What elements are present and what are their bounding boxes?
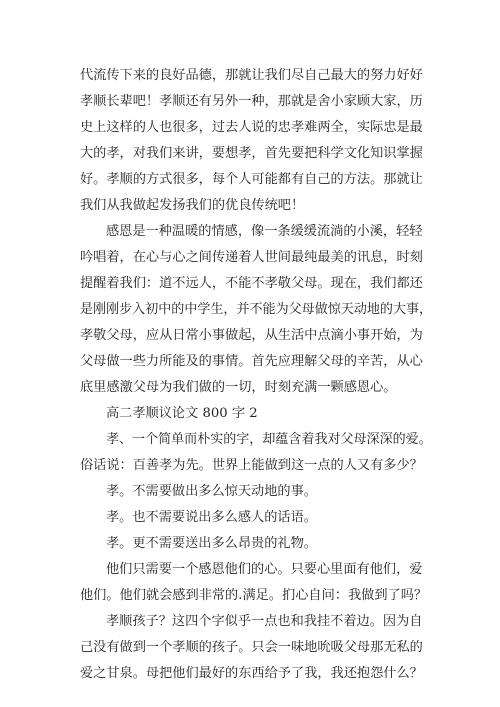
section-heading: 高二孝顺议论文 800 字 2 xyxy=(106,406,258,421)
paragraph-first-line: 孝。更不需要送出多么昂贵的礼物。 xyxy=(106,536,317,551)
text-line: 俗话说：百善孝为先。世界上能做到这一点的人又有多少？ xyxy=(80,458,423,473)
paragraph-first-line: 孝。不需要做出多么惊天动地的事。 xyxy=(106,484,317,499)
text-line: 好。孝顺的方式很多，每个人可能都有自己的方法。那就让 xyxy=(80,172,423,187)
paragraph-first-line: 感恩是一种温暖的情感，像一条缓缓流淌的小溪，轻轻 xyxy=(106,224,423,239)
paragraph-first-line: 他们只需要一个感恩他们的心。只要心里面有他们，爱 xyxy=(106,562,423,577)
paragraph-first-line: 孝。也不需要说出多么感人的话语。 xyxy=(106,510,317,525)
text-line: 我们从我做起发扬我们的优良传统吧！ xyxy=(80,198,305,213)
text-line: 底里感激父母为我们做的一切，时刻充满一颗感恩心。 xyxy=(80,380,397,395)
text-line: 提醒着我们：道不远人，不能不孝敬父母。现在，我们都还 xyxy=(80,276,423,291)
text-line: 大的孝，对我们来讲，要想孝，首先要把科学文化知识掌握 xyxy=(80,146,423,161)
text-line: 代流传下来的良好品德，那就让我们尽自己最大的努力好好 xyxy=(80,68,423,83)
paragraph-first-line: 孝顺孩子？这四个字似乎一点也和我挂不着边。因为自 xyxy=(106,614,423,629)
text-line: 他们。他们就会感到非常的.满足。扪心自问：我做到了吗？ xyxy=(80,588,428,603)
text-line: 吟唱着，在心与心之间传递着人世间最纯最美的讯息，时刻 xyxy=(80,250,423,265)
text-line: 是刚刚步入初中的中学生，并不能为父母做惊天动地的大事， xyxy=(80,302,433,317)
text-line: 孝顺长辈吧！孝顺还有另外一种，那就是舍小家顾大家，历 xyxy=(80,94,423,109)
text-line: 父母做一些力所能及的事情。首先应理解父母的辛苦，从心 xyxy=(80,354,423,369)
text-line: 己没有做到一个孝顺的孩子。只会一味地吮吸父母那无私的 xyxy=(80,640,423,655)
text-line: 史上这样的人也很多，过去人说的忠孝难两全，实际忠是最 xyxy=(80,120,423,135)
text-line: 爱之甘泉。母把他们最好的东西给予了我，我还抱怨什么？ xyxy=(80,666,423,681)
paragraph-first-line: 孝、一个简单而朴实的字，却蕴含着我对父母深深的爱。 xyxy=(106,432,432,447)
text-line: 孝敬父母，应从日常小事做起，从生活中点滴小事开始，为 xyxy=(80,328,423,343)
